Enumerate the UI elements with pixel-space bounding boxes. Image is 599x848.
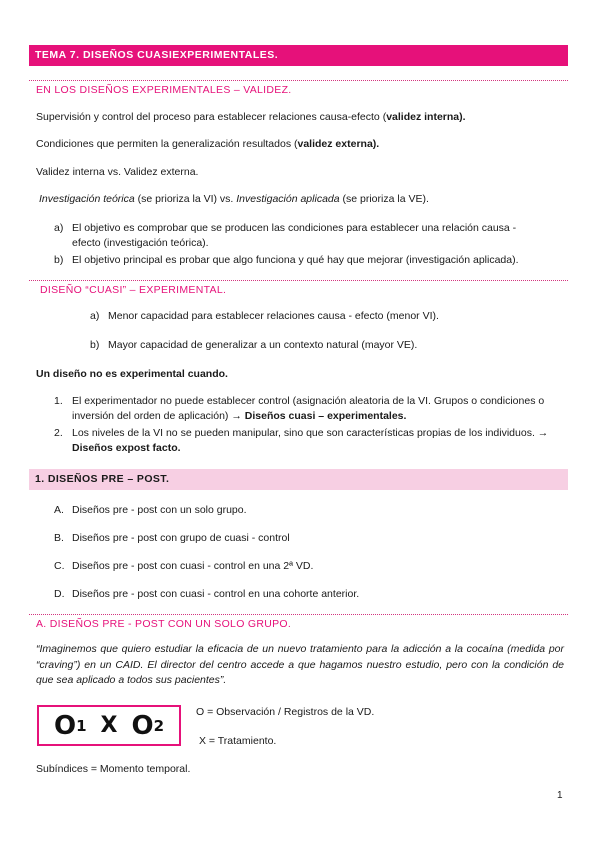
paragraph-validez-vs: Validez interna vs. Validez externa. [36,166,199,178]
legend-treatment: X = Tratamiento. [199,735,277,747]
paragraph-validez-interna: Supervisión y control del proceso para establecer relaciones causa-efecto (validez interna). [36,111,466,123]
section-heading-solo-grupo: A. DISEÑOS PRE - POST CON UN SOLO GRUPO. [36,618,292,630]
section-heading-pre-post: 1. DISEÑOS PRE – POST. [29,469,568,490]
section-heading-cuasi: DISEÑO “CUASI” – EXPERIMENTAL. [40,284,227,296]
page-number: 1 [557,790,563,801]
design-formula: O 1 X O 2 [37,705,181,746]
page-title: TEMA 7. DISEÑOS CUASIEXPERIMENTALES. [29,45,568,66]
divider [29,80,568,81]
divider [29,614,568,615]
paragraph-no-experimental: Un diseño no es experimental cuando. [36,368,228,380]
document-page: TEMA 7. DISEÑOS CUASIEXPERIMENTALES. EN LOS DISEÑOS EXPERIMENTALES – VALIDEZ. Supervisión y control del proceso para establecer relaciones causa-efecto (validez interna). Condiciones que permiten la generalización resultados (validez externa). Validez interna vs. Validez externa. Investigación teórica (se prioriza la VI) vs. Investigación aplicada (se prioriza la VE). a) El objetivo es comprobar que se producen las condiciones para establecer una relación causa - efecto (investigación teórica). b) El objetivo principal es probar que algo funciona y qué hay que mejorar (investigación aplicada). DISEÑO “CUASI” – EXPERIMENTAL. a) Menor capacidad para establecer relaciones causa - efecto (menor VI). b) Mayor capacidad de generalizar a un contexto natural (mayor VE). Un diseño no es experimental cuando. 1. El experimentador no puede establecer control (asignación aleatoria de la VI. Grupos o condiciones o inversión del orden de aplicación) → Diseños cuasi – experimentales. 2. Los niveles de la VI no se pueden manipular, sino que son características propias de los individuos. → Diseños expost facto. 1. DISEÑOS PRE – POST. A. Diseños pre - post con un solo grupo. B. Diseños pre - post con grupo de cuasi - control C. Diseños pre - post con cuasi - control en una 2ª VD. D. Diseños pre - post con cuasi - control en una cohorte anterior. A. DISEÑOS PRE - POST CON UN SOLO GRUPO. “Imaginemos que quiero estudiar la eficacia de un nuevo tratamiento para la adicción a la cocaína (medida por “craving”) en un CAID. El director del centro accede a que hagamos nuestro estudio, pero con la condición de que sea aplicado a todos sus pacientes”. O 1 X O 2 O = Observación / Registros de la VD. X = Tratamiento. Subíndices = Momento temporal. 1 [0,0,599,848]
case-quote: “Imaginemos que quiero estudiar la eficacia de un nuevo tratamiento para la adicción a la cocaína (medida por “craving”) en un CAID. El director del centro accede a que hagamos nuestro estudio, pero con la condición de que sea aplicado a todos sus pacientes”. [36,643,564,686]
divider [29,280,568,281]
paragraph-investigacion: Investigación teórica (se prioriza la VI) vs. Investigación aplicada (se prioriza la VE). [39,193,429,205]
paragraph-subindices: Subíndices = Momento temporal. [36,763,191,775]
legend-observation: O = Observación / Registros de la VD. [196,706,375,718]
paragraph-validez-externa: Condiciones que permiten la generalización resultados (validez externa). [36,138,380,150]
section-heading-validez: EN LOS DISEÑOS EXPERIMENTALES – VALIDEZ. [36,84,292,96]
